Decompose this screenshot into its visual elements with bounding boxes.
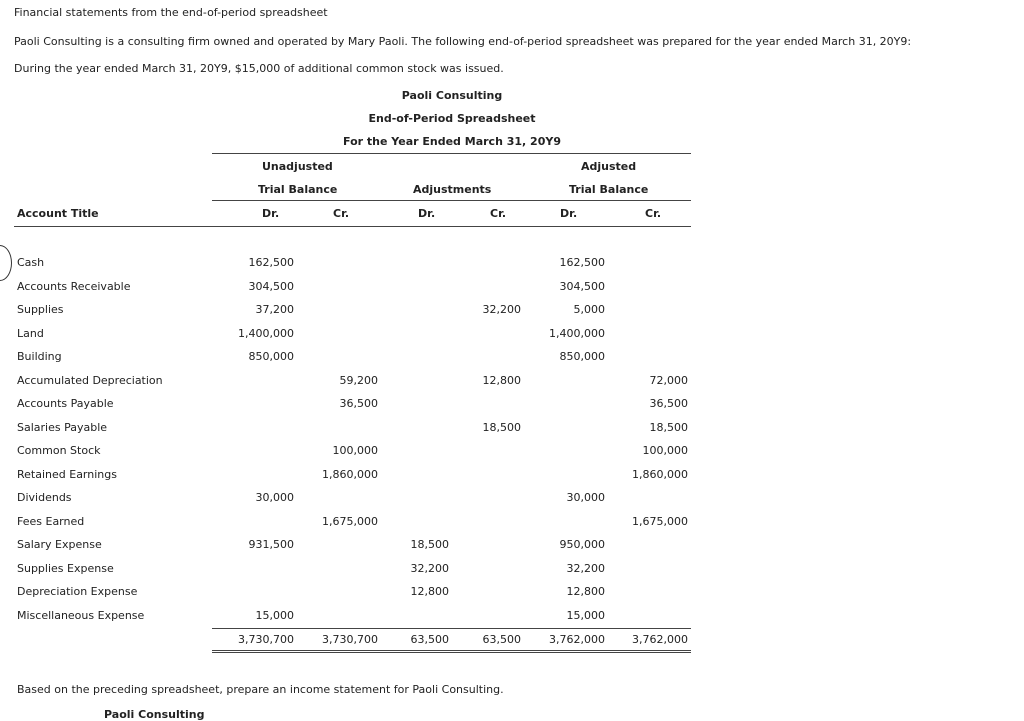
spreadsheet-title: End-of-Period Spreadsheet <box>368 112 536 125</box>
total-atb-dr: 3,762,000 <box>549 633 605 646</box>
header-trial-balance-1: Trial Balance <box>258 183 338 196</box>
margin-marker <box>0 245 12 281</box>
company-name: Paoli Consulting <box>401 89 503 102</box>
cell-adj-dr: 12,800 <box>410 585 449 598</box>
income-statement-heading: Paoli Consulting <box>104 708 205 721</box>
account-title: Accounts Receivable <box>17 280 131 293</box>
account-title: Cash <box>17 256 45 269</box>
header-atb-cr: Cr. <box>645 207 662 220</box>
double-rule-2 <box>212 652 691 653</box>
cell-atb-dr: 32,200 <box>566 562 605 575</box>
problem-note: During the year ended March 31, 20Y9, $15,000 of additional common stock was issued. <box>14 62 504 75</box>
cell-atb-dr: 30,000 <box>566 491 605 504</box>
account-title: Salaries Payable <box>17 421 108 434</box>
account-title: Land <box>17 327 44 340</box>
cell-atb-cr: 18,500 <box>649 421 688 434</box>
cell-utb-cr: 100,000 <box>332 444 378 457</box>
header-atb-dr: Dr. <box>560 207 578 220</box>
cell-atb-dr: 850,000 <box>559 350 605 363</box>
period-label: For the Year Ended March 31, 20Y9 <box>343 135 561 148</box>
account-title: Supplies Expense <box>17 562 114 575</box>
cell-atb-dr: 5,000 <box>573 303 605 316</box>
cell-utb-dr: 162,500 <box>248 256 294 269</box>
cell-adj-cr: 12,800 <box>482 374 521 387</box>
cell-adj-cr: 18,500 <box>482 421 521 434</box>
account-title: Building <box>17 350 62 363</box>
double-rule-1 <box>212 650 691 651</box>
cell-utb-dr: 304,500 <box>248 280 294 293</box>
account-title: Miscellaneous Expense <box>17 609 145 622</box>
total-atb-cr: 3,762,000 <box>632 633 688 646</box>
account-title: Retained Earnings <box>17 468 117 481</box>
account-title: Fees Earned <box>17 515 85 528</box>
cell-utb-dr: 850,000 <box>248 350 294 363</box>
account-title: Dividends <box>17 491 72 504</box>
account-title: Accumulated Depreciation <box>17 374 163 387</box>
cell-atb-cr: 72,000 <box>649 374 688 387</box>
account-title: Depreciation Expense <box>17 585 138 598</box>
account-title: Salary Expense <box>17 538 102 551</box>
cell-utb-cr: 1,675,000 <box>322 515 378 528</box>
cell-atb-cr: 36,500 <box>649 397 688 410</box>
cell-atb-cr: 1,860,000 <box>632 468 688 481</box>
problem-description: Paoli Consulting is a consulting firm owned and operated by Mary Paoli. The following end-of-period spreadsheet was prepared for the year ended March 31, 20Y9: <box>14 35 912 48</box>
cell-adj-cr: 32,200 <box>482 303 521 316</box>
header-adjustments: Adjustments <box>413 183 492 196</box>
cell-utb-cr: 59,200 <box>339 374 378 387</box>
header-adj-cr: Cr. <box>490 207 507 220</box>
cell-atb-dr: 950,000 <box>559 538 605 551</box>
total-adj-dr: 63,500 <box>410 633 449 646</box>
cell-utb-cr: 1,860,000 <box>322 468 378 481</box>
header-adjusted: Adjusted <box>581 160 637 173</box>
cell-atb-dr: 162,500 <box>559 256 605 269</box>
account-title: Supplies <box>17 303 64 316</box>
cell-atb-dr: 15,000 <box>566 609 605 622</box>
cell-atb-dr: 1,400,000 <box>549 327 605 340</box>
cell-utb-dr: 15,000 <box>255 609 294 622</box>
cell-utb-dr: 37,200 <box>255 303 294 316</box>
total-adj-cr: 63,500 <box>482 633 521 646</box>
total-utb-dr: 3,730,700 <box>238 633 294 646</box>
header-adj-dr: Dr. <box>418 207 436 220</box>
account-title: Common Stock <box>17 444 101 457</box>
header-utb-dr: Dr. <box>262 207 280 220</box>
account-title: Accounts Payable <box>17 397 114 410</box>
header-account-title: Account Title <box>17 207 99 220</box>
cell-adj-dr: 18,500 <box>410 538 449 551</box>
cell-utb-dr: 30,000 <box>255 491 294 504</box>
header-mid-rule <box>212 200 691 201</box>
header-utb-cr: Cr. <box>333 207 350 220</box>
cell-adj-dr: 32,200 <box>410 562 449 575</box>
header-bottom-rule <box>14 226 691 227</box>
instruction-text: Based on the preceding spreadsheet, prepare an income statement for Paoli Consulting. <box>17 683 504 696</box>
cell-atb-cr: 100,000 <box>642 444 688 457</box>
total-utb-cr: 3,730,700 <box>322 633 378 646</box>
problem-title: Financial statements from the end-of-period spreadsheet <box>14 6 328 19</box>
cell-utb-cr: 36,500 <box>339 397 378 410</box>
header-unadjusted: Unadjusted <box>262 160 333 173</box>
header-trial-balance-2: Trial Balance <box>569 183 649 196</box>
top-rule <box>212 153 691 154</box>
cell-utb-dr: 931,500 <box>248 538 294 551</box>
cell-atb-dr: 12,800 <box>566 585 605 598</box>
totals-top-rule <box>212 628 691 629</box>
cell-utb-dr: 1,400,000 <box>238 327 294 340</box>
cell-atb-cr: 1,675,000 <box>632 515 688 528</box>
cell-atb-dr: 304,500 <box>559 280 605 293</box>
